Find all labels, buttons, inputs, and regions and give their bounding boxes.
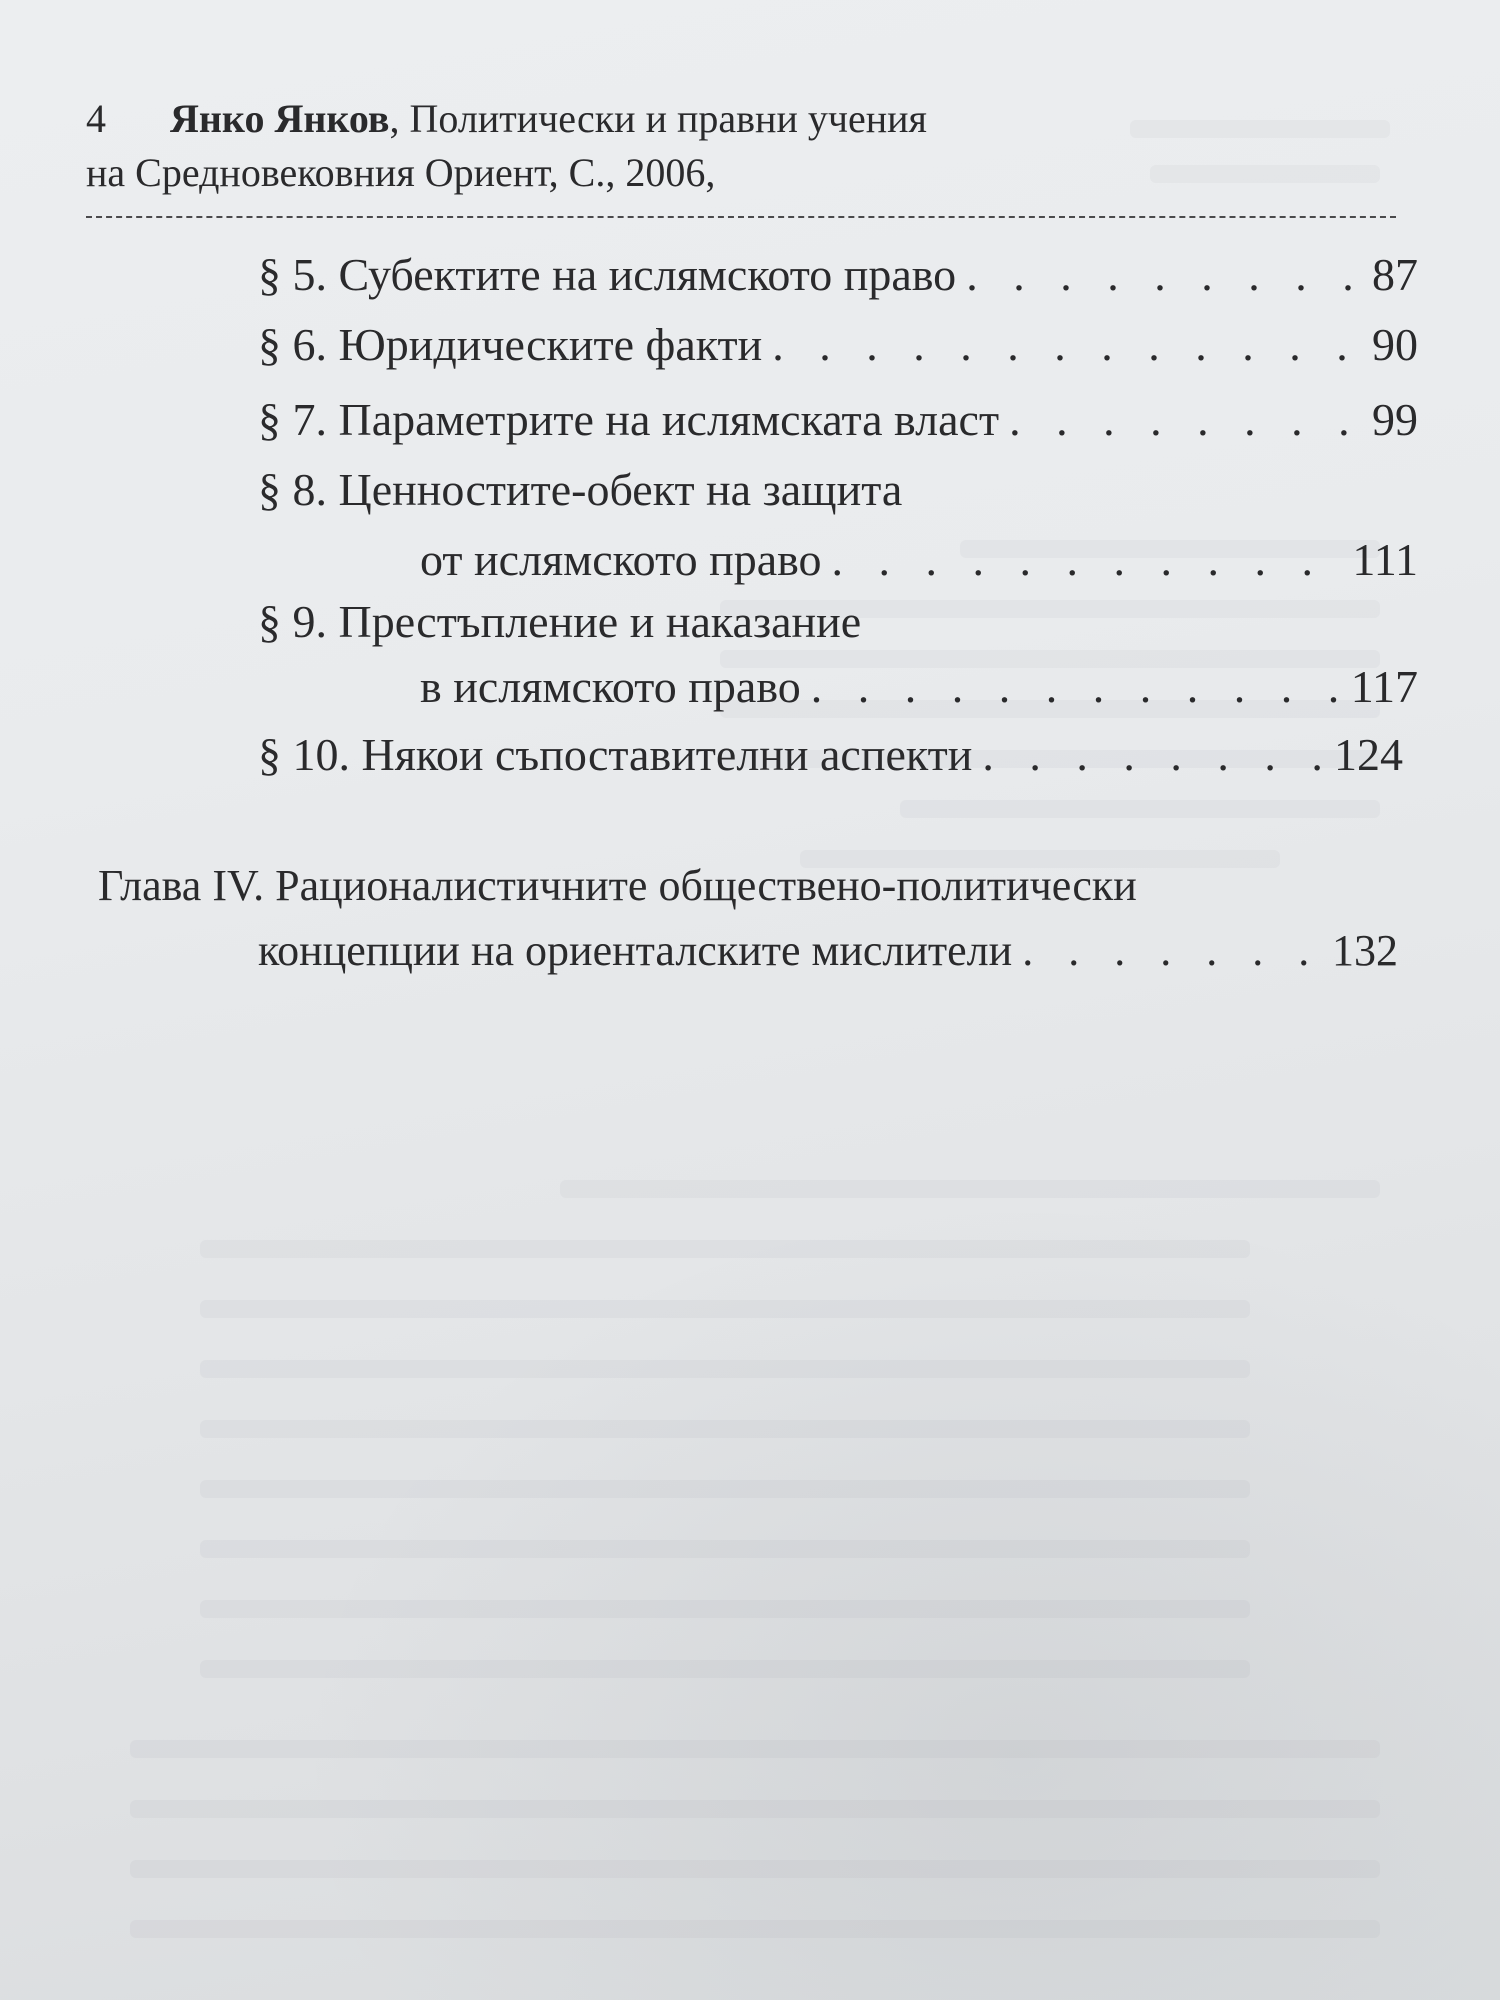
toc-leader-dots (982, 728, 1324, 781)
toc-entry (258, 318, 1418, 371)
toc-entry-label: § 10. Някои съпоставителни аспекти (258, 729, 973, 780)
toc-entry-page: 87 (1372, 249, 1418, 300)
toc-entry-label-cont: от ислямското право (420, 534, 822, 585)
header-divider (86, 216, 1396, 218)
toc-entry (258, 248, 1418, 301)
toc-entry-label: § 8. Ценностите-обект на защита (258, 464, 903, 515)
chapter-title-cont: концепции на ориенталските мислители (258, 926, 1013, 975)
toc-entry-page: 111 (1352, 534, 1418, 585)
toc-entry (420, 660, 1418, 713)
chapter-page: 132 (1332, 926, 1398, 975)
book-title: , Политически и правни учения (389, 96, 927, 141)
toc-leader-dots (966, 248, 1362, 301)
toc-entry-page: 99 (1372, 394, 1418, 445)
toc-entry-label: § 6. Юридическите факти (258, 319, 763, 370)
running-header (86, 92, 927, 200)
toc-leader-dots (811, 660, 1341, 713)
header-line-1 (86, 92, 927, 146)
toc-entry (420, 533, 1418, 586)
toc-entry-label-cont: в ислямското право (420, 661, 801, 712)
chapter-title: Глава IV. Рационалистичните обществено-политически (98, 861, 1137, 910)
toc-leader-dots (1022, 925, 1322, 976)
author-name: Янко Янков (170, 96, 390, 141)
chapter-entry (258, 925, 1398, 976)
toc-entry-page: 124 (1334, 729, 1403, 780)
toc-entry-label: § 5. Субектите на ислямското право (258, 249, 957, 300)
toc-entry-page: 117 (1350, 661, 1418, 712)
toc-entry-label: § 7. Параметрите на ислямската власт (258, 394, 1000, 445)
header-line-2: на Средновековния Ориент, С., 2006, (86, 150, 716, 195)
page-number: 4 (86, 96, 106, 141)
toc-entry-label: § 9. Престъпление и наказание (258, 596, 862, 647)
toc-leader-dots (832, 533, 1343, 586)
toc-entry (258, 393, 1418, 446)
toc-leader-dots (1009, 393, 1362, 446)
toc-leader-dots (772, 318, 1362, 371)
page-shadow (300, 1200, 1500, 2000)
toc-entry-page: 90 (1372, 319, 1418, 370)
toc-entry (258, 728, 1403, 781)
